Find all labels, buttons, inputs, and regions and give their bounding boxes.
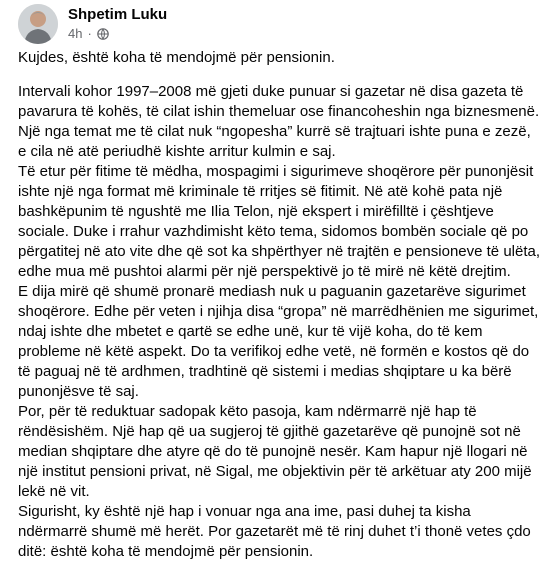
avatar-photo-icon <box>18 4 58 44</box>
globe-icon[interactable] <box>97 28 109 40</box>
post-paragraph: Të etur për fitime të mëdha, mospagimi i sigurimeve shoqërore për punonjësit ishte një nga format më kriminale të rritjes së fitimit. Në atë kohë pata një bashkëpunim të ngushtë me Ilia Telon, një ekspert i mirëfilltë i çështjeve sociale. Duke i rrahur vazhdimisht këto tema, sidomos bombën sociale që po përgatitej në ato vite dhe që sot ka shpërthyer në trajtën e pensioneve të ulëta, edhe mua më pushtoi alarmi për një perspektivë jo të mirë në këtë drejtim. <box>18 163 541 280</box>
post-subline <box>68 26 167 42</box>
post-paragraph: Intervali kohor 1997–2008 më gjeti duke punuar si gazetar në disa gazeta të pavarura të kohës, të cilat ishin themeluar ose financoheshin nga biznesmenë. Një nga temat me të cilat nuk “ngopesha” kurrë së trajtuari ishte puna e zezë, e cila në atë periudhë kishte arritur kulmin e saj. <box>18 83 540 160</box>
post-paragraph: Sigurisht, ky është një hap i vonuar nga ana ime, pasi duhej ta kisha ndërmarrë shumë më herët. Por gazetarët më të rinj duhet t’i thonë vetes çdo ditë: është koha të mendojmë për pensionin. <box>18 503 531 560</box>
author-name[interactable]: Shpetim Luku <box>68 6 168 24</box>
post-intro: Kujdes, është koha të mendojmë për pensionin. <box>18 49 335 66</box>
post-meta <box>68 6 167 42</box>
post-body <box>18 44 543 562</box>
post-time[interactable]: 4h <box>68 26 83 42</box>
separator-dot: · <box>87 26 92 42</box>
post-paragraph: Por, për të reduktuar sadopak këto pasoja, kam ndërmarrë një hap të rëndësishëm. Një hap që ua sugjeroj të gjithë gazetarëve që punojnë sot në median shqiptare dhe atyre që do të punojnë nesër. Kam hapur një llogari në një institut pensioni privat, në Sigal, me objektivin për të arkëtuar aty 200 mijë lekë në vit. <box>18 403 532 500</box>
author-avatar[interactable] <box>18 4 58 44</box>
post-paragraph: E dija mirë që shumë pronarë mediash nuk u paguanin gazetarëve sigurimet shoqërore. Edhe për veten i njihja disa “gropa” në marrëdhënien me sigurimet, ndaj ishte dhe mbetet e qartë se edhe unë, kur të vijë koha, do të kem probleme në këtë aspekt. Do ta verifikoj edhe vetë, në formën e kostos që do të paguaj në të ardhmen, tradhtinë që sistemi i medias shqiptare u ka bërë punonjësve të saj. <box>18 283 539 400</box>
post-header <box>18 4 167 44</box>
